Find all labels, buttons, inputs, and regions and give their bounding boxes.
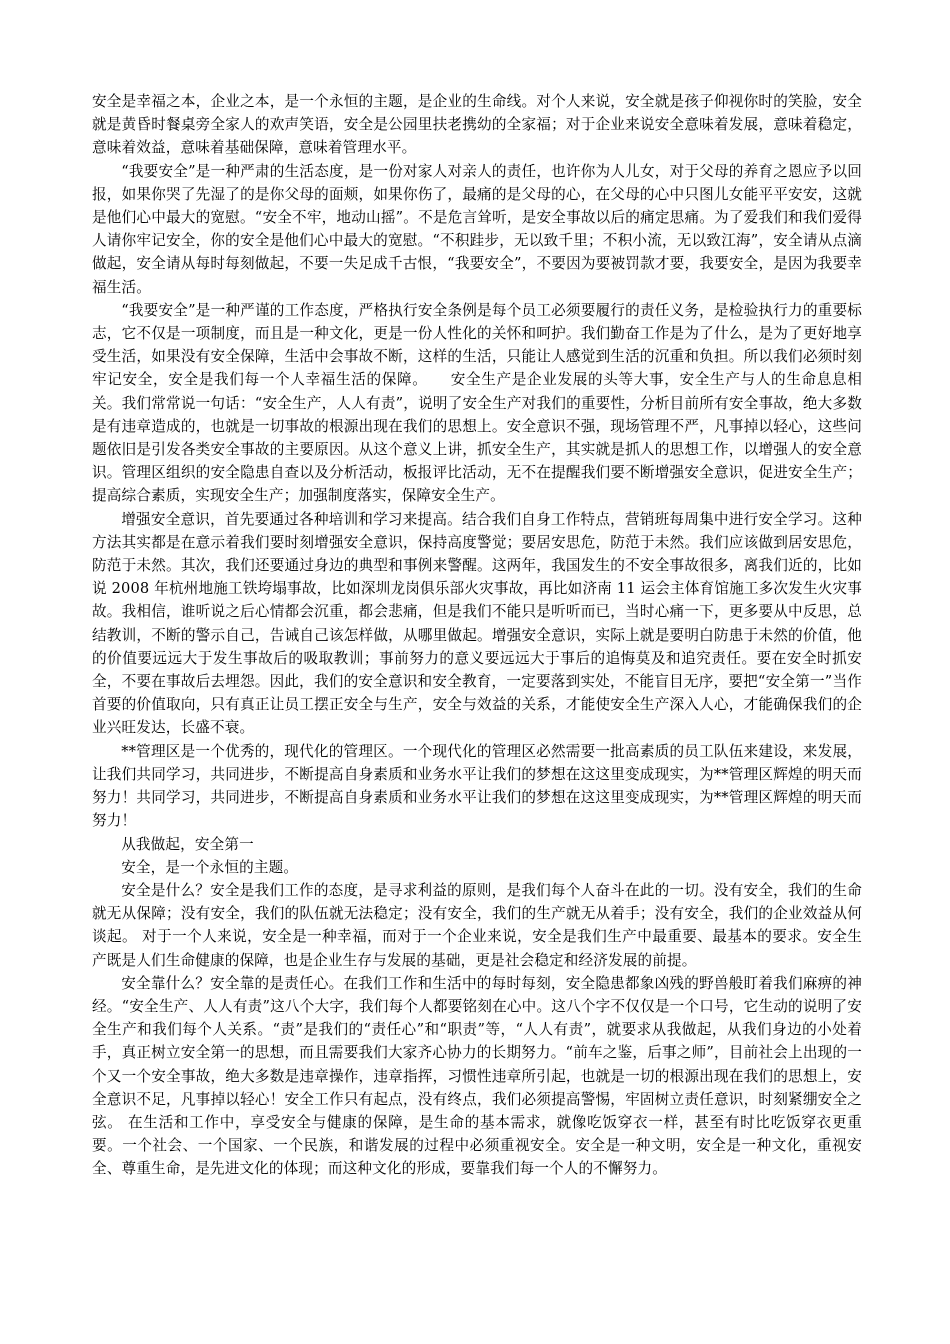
paragraph-1: 安全是幸福之本，企业之本，是一个永恒的主题，是企业的生命线。对个人来说，安全就是孩子仰视你时的笑脸，安全就是黄昏时餐桌旁全家人的欢声笑语，安全是公园里扶老携幼的全家福；对于企业来说安全意味着发展，意味着稳定，意味着效益，意味着基础保障，意味着管理水平。 — [92, 93, 862, 157]
section-heading: 从我做起，安全第一 — [121, 835, 254, 853]
paragraph-6: 安全是什么？安全是我们工作的态度，是寻求利益的原则，是我们每个人奋斗在此的一切。没有安全，我们的生命就无从保障；没有安全，我们的队伍就无法稳定；没有安全，我们的生产就无从着手；没有安全，我们的企业效益从何谈起。 对于一个人来说，安全是一种幸福，而对于一个企业来说，安全是我们生产中最重要、最基本的要求。安全生产既是人们生命健康的保障，也是企业生存与发展的基础，更是社会稳定和经济发展的前提。 — [92, 881, 862, 969]
paragraph-4: 增强安全意识，首先要通过各种培训和学习来提高。结合我们自身工作特点，营销班每周集中进行安全学习。这种方法其实都是在意示着我们要时刻增强安全意识，保持高度警觉；要居安思危，防范于未然。我们应该做到居安思危，防范于未然。其次，我们还要通过身边的典型和事例来警醒。这两年，我国发生的不安全事故很多，离我们近的，比如说 2008 年杭州地施工铁垮塌事故，比如深圳龙岗俱乐部火灾事故，再比如济南 11 运会主体育馆施工多次发生火灾事故。我相信，谁听说之后心情都会沉重，都会悲痛，但是我们不能只是听听而已，当时心痛一下，更多要从中反思，总结教训，不断的警示自己，告诫自己该怎样做，从哪里做起。增强安全意识，实际上就是要明白防患于未然的价值，他的价值要远远大于发生事故后的吸取教训；事前努力的意义要远远大于事后的追悔莫及和追究责任。要在安全时抓安全，不要在事故后去埋怨。因此，我们的安全意识和安全教育，一定要落到实处，不能盲目无序，要把“安全第一”当作首要的价值取向，只有真正让员工摆正安全与生产，安全与效益的关系，才能使安全生产深入人心，才能确保我们的企业兴旺发达，长盛不衰。 — [92, 510, 862, 737]
paragraph-7: 安全靠什么？安全靠的是责任心。在我们工作和生活中的每时每刻，安全隐患都象凶残的野兽般盯着我们麻痹的神经。“安全生产、人人有责”这八个大字，我们每个人都要铭刻在心中。这八个字不仅仅是一个口号，它生动的说明了安全生产和我们每个人关系。“责”是我们的“责任心”和“职责”等，“人人有责”，就要求从我做起，从我们身边的小处着手，真正树立安全第一的思想，而且需要我们大家齐心协力的长期努力。“前车之鉴，后事之师”，目前社会上出现的一个又一个安全事故，绝大多数是违章操作，违章指挥，习惯性违章所引起，也就是一切的根源出现在我们的思想上，安全意识不足，凡事掉以轻心！安全工作只有起点，没有终点，我们必须提高警惕，牢固树立责任意识，时刻紧绷安全之弦。 在生活和工作中，享受安全与健康的保障，是生命的基本需求，就像吃饭穿衣一样，甚至有时比吃饭穿衣更重要。一个社会、一个国家、一个民族，和谐发展的过程中必须重视安全。安全是一种文明，安全是一种文化，重视安全、尊重生命，是先进文化的体现；而这种文化的形成，要靠我们每一个人的不懈努力。 — [92, 974, 862, 1178]
paragraph-2: “我要安全”是一种严肃的生活态度，是一份对家人对亲人的责任，也许你为人儿女，对于父母的养育之恩应予以回报，如果你哭了先湿了的是你父母的面颊，如果你伤了，最痛的是父母的心，在父母的心中只图儿女能平平安安，这就是他们心中最大的宽慰。“安全不牢，地动山摇”。不是危言耸听，是安全事故以后的痛定思痛。为了爱我们和我们爱得人请你牢记安全，你的安全是他们心中最大的宽慰。“不积跬步，无以致千里；不积小流，无以致江海”，安全请从点滴做起，安全请从每时每刻做起，不要一失足成千古恨，“我要安全”，不要因为要被罚款才要，我要安全，是因为我要幸福生活。 — [92, 162, 862, 296]
document-body — [92, 90, 862, 1181]
paragraph-5: **管理区是一个优秀的，现代化的管理区。一个现代化的管理区必然需要一批高素质的员工队伍来建设，来发展，让我们共同学习，共同进步，不断提高自身素质和业务水平让我们的梦想在这这里变成现实，为**管理区辉煌的明天而努力！共同学习，共同进步，不断提高自身素质和业务水平让我们的梦想在这这里变成现实，为**管理区辉煌的明天而努力！ — [92, 742, 862, 830]
paragraph-3: “我要安全”是一种严谨的工作态度，严格执行安全条例是每个员工必须要履行的责任义务，是检验执行力的重要标志，它不仅是一项制度，而且是一种文化，更是一份人性化的关怀和呵护。我们勤奋工作是为了什么，是为了更好地享受生活，如果没有安全保障，生活中会事故不断，这样的生活，只能让人感觉到生活的沉重和负担。所以我们必须时刻牢记安全，安全是我们每一个人幸福生活的保障。 安全生产是企业发展的头等大事，安全生产与人的生命息息相关。我们常常说一句话：“安全生产，人人有责”，说明了安全生产对我们的重要性，分析目前所有安全事故，绝大多数是有违章造成的，也就是一切事故的根源出现在我们的思想上。安全意识不强，现场管理不严，凡事掉以轻心，这些问题依旧是引发各类安全事故的主要原因。从这个意义上讲，抓安全生产，其实就是抓人的思想工作，以增强人的安全意识。管理区组织的安全隐患自查以及分析活动，板报评比活动，无不在提醒我们要不断增强安全意识，促进安全生产；提高综合素质，实现安全生产；加强制度落实，保障安全生产。 — [92, 301, 862, 505]
section-intro: 安全，是一个永恒的主题。 — [121, 858, 299, 876]
